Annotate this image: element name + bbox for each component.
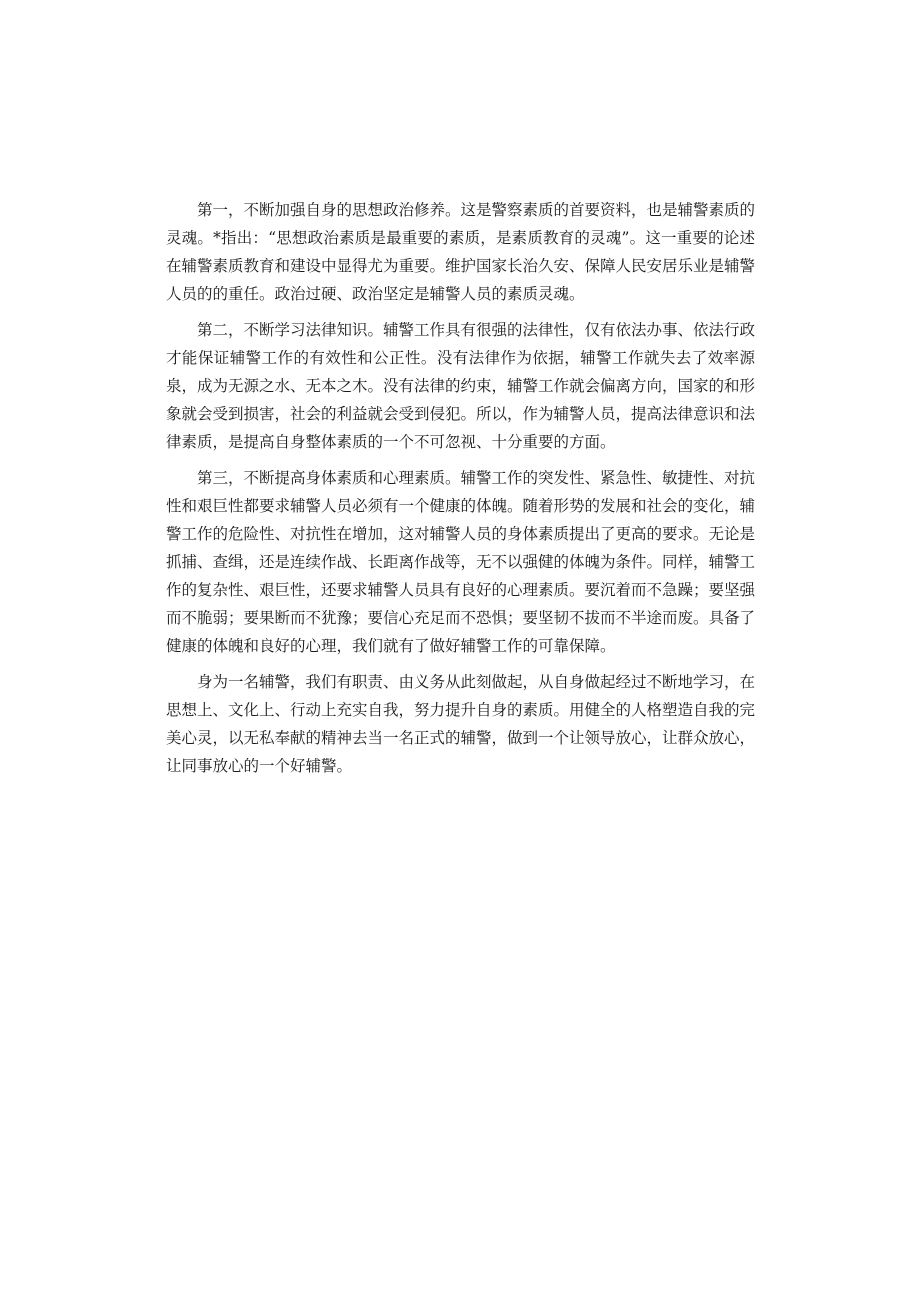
paragraph-legal-knowledge: 第二，不断学习法律知识。辅警工作具有很强的法律性，仅有依法办事、依法行政才能保证辅警工作的有效性和公正性。没有法律作为依据，辅警工作就失去了效率源泉，成为无源之水、无本之木。没有法律的约束，辅警工作就会偏离方向，国家的和形象就会受到损害，社会的利益就会受到侵犯。所以，作为辅警人员，提高法律意识和法律素质，是提高自身整体素质的一个不可忽视、十分重要的方面。 [166,321,756,451]
document-body [166,196,755,788]
paragraph-physical-mental-quality: 第三，不断提高身体素质和心理素质。辅警工作的突发性、紧急性、敏捷性、对抗性和艰巨性都要求辅警人员必须有一个健康的体魄。随着形势的发展和社会的变化，辅警工作的危险性、对抗性在增加，这对辅警人员的身体素质提出了更高的要求。无论是抓捕、查缉，还是连续作战、长距离作战等，无不以强健的体魄为条件。同样，辅警工作的复杂性、艰巨性，还要求辅警人员具有良好的心理素质。要沉着而不急躁；要坚强而不脆弱；要果断而不犹豫；要信心充足而不恐惧；要坚韧不拔而不半途而废。具备了健康的体魄和良好的心理，我们就有了做好辅警工作的可靠保障。 [166,469,756,655]
paragraph-conclusion: 身为一名辅警，我们有职责、由义务从此刻做起，从自身做起经过不断地学习，在思想上、文化上、行动上充实自我，努力提升自身的素质。用健全的人格塑造自我的完美心灵，以无私奉献的精神去当一名正式的辅警，做到一个让领导放心，让群众放心，让同事放心的一个好辅警。 [166,673,756,775]
paragraph-political-cultivation: 第一，不断加强自身的思想政治修养。这是警察素质的首要资料，也是辅警素质的灵魂。*指出：“思想政治素质是最重要的素质，是素质教育的灵魂”。这一重要的论述在辅警素质教育和建设中显得尤为重要。维护国家长治久安、保障人民安居乐业是辅警人员的的重任。政治过硬、政治坚定是辅警人员的素质灵魂。 [166,201,756,303]
